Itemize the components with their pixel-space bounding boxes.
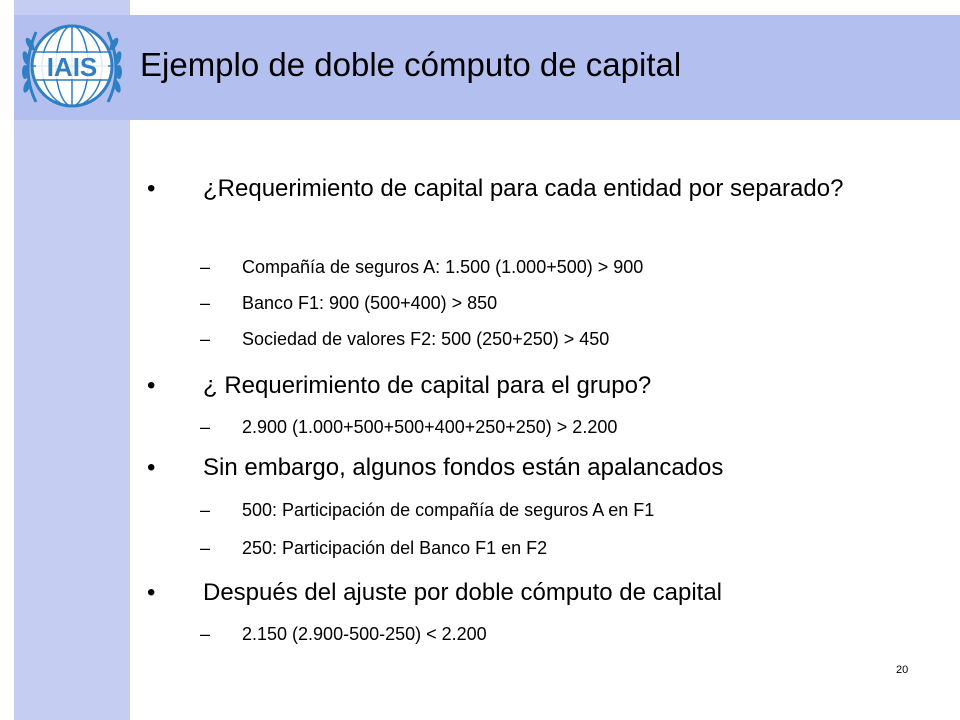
iais-logo <box>14 10 130 120</box>
sub-bullet-text: 500: Participación de compañía de seguros A en F1 <box>242 500 655 520</box>
page-number: 20 <box>896 664 909 676</box>
bullet-marker: • <box>147 372 156 399</box>
bullet-marker: • <box>147 579 156 606</box>
sub-bullet-marker: – <box>200 417 211 437</box>
logo-text: IAIS <box>46 52 98 82</box>
bullet-marker: • <box>147 175 156 202</box>
bullet-text: Después del ajuste por doble cómputo de capital <box>203 579 722 606</box>
sub-bullet-text: Banco F1: 900 (500+400) > 850 <box>242 293 498 313</box>
sub-bullet-text: Compañía de seguros A: 1.500 (1.000+500) > 900 <box>242 257 644 277</box>
sub-bullet-text: 250: Participación del Banco F1 en F2 <box>242 538 548 558</box>
bullet-text: ¿Requerimiento de capital para cada entidad por separado? <box>203 175 844 202</box>
bullet-text: Sin embargo, algunos fondos están apalancados <box>203 454 724 481</box>
slide-title: Ejemplo de doble cómputo de capital <box>140 46 682 83</box>
sub-bullet-text: 2.900 (1.000+500+500+400+250+250) > 2.200 <box>242 417 618 437</box>
sub-bullet-marker: – <box>200 500 211 520</box>
sub-bullet-marker: – <box>200 624 211 644</box>
bullet-marker: • <box>147 454 156 481</box>
sub-bullet-text: 2.150 (2.900-500-250) < 2.200 <box>242 624 487 644</box>
bullet-text: ¿ Requerimiento de capital para el grupo? <box>203 372 652 399</box>
sub-bullet-text: Sociedad de valores F2: 500 (250+250) > 450 <box>242 329 610 349</box>
sub-bullet-marker: – <box>200 257 211 277</box>
sub-bullet-marker: – <box>200 329 211 349</box>
sub-bullet-marker: – <box>200 293 211 313</box>
sub-bullet-marker: – <box>200 538 211 558</box>
